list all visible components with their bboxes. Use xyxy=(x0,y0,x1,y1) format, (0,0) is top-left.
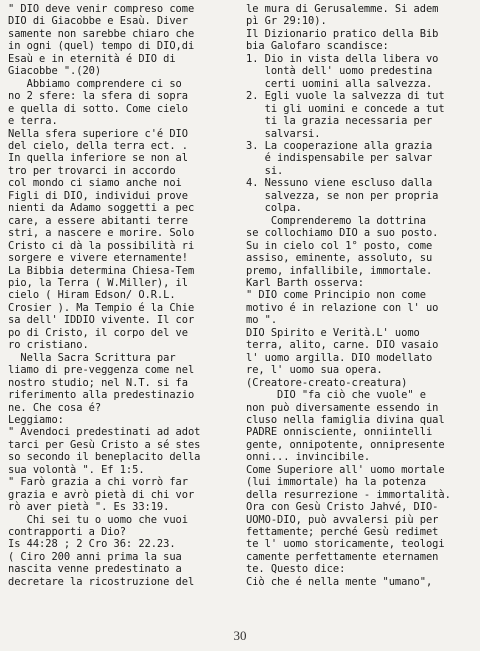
text-line: re, l' uomo sua opera. xyxy=(246,364,383,377)
text-line: " Farò grazia a chi vorrò far xyxy=(8,476,188,489)
text-line: Nella sfera superiore c'é DIO xyxy=(8,127,188,140)
text-line: po di Cristo, il corpo del ve xyxy=(8,326,188,339)
page-number: 30 xyxy=(233,628,247,643)
text-line: nostro studio; nel N.T. si fa xyxy=(8,376,188,389)
text-line: non può diversamente essendo in xyxy=(246,401,439,414)
text-line: gente, onnipotente, onnipresente xyxy=(246,438,445,451)
text-line: Cristo ci dà la possibilità ri xyxy=(8,239,195,252)
text-line: col mondo ci siamo anche noi xyxy=(8,177,182,190)
text-line: sa dell' IDDIO vivente. Il cor xyxy=(8,314,195,327)
text-line: 2. Egli vuole la salvezza di tut xyxy=(246,90,445,103)
text-line: é indispensabile per salvar xyxy=(246,152,433,165)
text-line: Il Dizionario pratico della Bib xyxy=(246,27,439,40)
text-line: ro cristiano. xyxy=(8,339,89,352)
text-line: pio, la Terra ( W.Miller), il xyxy=(8,276,188,289)
text-line: (lui immortale) ha la potenza xyxy=(246,476,426,489)
text-line: 4. Nessuno viene escluso dalla xyxy=(246,177,433,190)
text-line: bia Galofaro scandisce: xyxy=(246,40,389,53)
text-line: Abbiamo comprendere ci so xyxy=(8,77,182,90)
text-line: pì Gr 29:10). xyxy=(246,15,327,28)
text-line: rò aver pietà ". Es 33:19. xyxy=(8,501,170,514)
text-line: Come Superiore all' uomo mortale xyxy=(246,463,445,476)
text-line: PADRE onnisciente, onniintelli xyxy=(246,426,433,439)
text-line: l' uomo argilla. DIO modellato xyxy=(246,351,433,364)
text-line: no 2 sfere: la sfera di sopra xyxy=(8,90,188,103)
text-line: certi uomini alla salvezza. xyxy=(246,77,433,90)
text-line: premo, infallibile, immortale. xyxy=(246,264,433,277)
text-line: te. Questo dice: xyxy=(246,563,346,576)
text-line: si. xyxy=(246,164,284,177)
text-line: so secondo il beneplacito della xyxy=(8,451,201,464)
text-line: ne. Che cosa é? xyxy=(8,401,102,414)
text-line: samente non sarebbe chiaro che xyxy=(8,27,195,40)
text-line: Ciò che é nella mente "umano", xyxy=(246,575,433,588)
text-line: ti gli uomini e concede a tut xyxy=(246,102,445,115)
text-line: nienti da Adamo soggetti a pec xyxy=(8,202,195,215)
text-line: tarci per Gesù Cristo a sé stes xyxy=(8,438,201,451)
text-line: Figli di DIO, individui prove xyxy=(8,189,188,202)
text-line: Su in cielo col 1° posto, come xyxy=(246,239,433,252)
text-line: UOMO-DIO, può avvalersi più per xyxy=(246,513,439,526)
text-line: " DIO deve venir compreso come xyxy=(8,3,195,15)
text-line: care, a essere abitanti terre xyxy=(8,214,188,227)
text-line: 3. La cooperazione alla grazia xyxy=(246,139,433,152)
text-line: della resurrezione - immortalità. xyxy=(246,488,451,501)
text-line: (Creatore-creato-creatura) xyxy=(246,376,408,389)
text-line: fettamente; perché Gesù redimet xyxy=(246,526,439,539)
text-line: se collochiamo DIO a suo posto. xyxy=(246,227,439,240)
text-line: ti la grazia necessaria per xyxy=(246,115,433,128)
text-line: In quella inferiore se non al xyxy=(8,152,188,165)
text-line: e quella di sotto. Come cielo xyxy=(8,102,188,115)
text-line: Is 44:28 ; 2 Cro 36: 22.23. xyxy=(8,538,176,551)
text-line: grazia e avrò pietà di chi vor xyxy=(8,488,195,501)
text-line: ( Ciro 200 anni prima la sua xyxy=(8,550,182,563)
text-line: e terra. xyxy=(8,115,58,128)
text-line: 1. Dio in vista della libera vo xyxy=(246,52,439,65)
text-line: contrapporti a Dio? xyxy=(8,526,126,539)
text-line: assiso, eminente, assoluto, su xyxy=(246,252,433,265)
text-line: tro per trovarci in accordo xyxy=(8,164,176,177)
text-line: camente perfettamente eternamen xyxy=(246,550,439,563)
text-line: le mura di Gerusalemme. Si adem xyxy=(246,3,439,15)
text-line: mo ". xyxy=(246,314,278,327)
text-line: La Bibbia determina Chiesa-Tem xyxy=(8,264,195,277)
text-line: onni... invincibile. xyxy=(246,451,371,464)
text-line: stri, a nascere e morire. Solo xyxy=(8,227,195,240)
text-line: terra, alito, carne. DIO vasaio xyxy=(246,339,439,352)
text-line: sua volontà ". Ef 1:5. xyxy=(8,463,145,476)
text-line: te l' uomo storicamente, teologi xyxy=(246,538,445,551)
text-line: Crosier ). Ma Tempio é la Chie xyxy=(8,301,195,314)
text-line: salvezza, se non per propria xyxy=(246,189,439,202)
text-line: DIO "fa ciò che vuole" e xyxy=(246,389,426,402)
right-column xyxy=(246,3,478,588)
text-line: decretare la ricostruzione del xyxy=(8,575,195,588)
text-line: cluso nella famiglia divina qual xyxy=(246,413,445,426)
text-line: DIO Spirito e Verità.L' uomo xyxy=(246,326,420,339)
text-line: salvarsi. xyxy=(246,127,321,140)
text-line: Karl Barth osserva: xyxy=(246,276,364,289)
text-line: lontà dell' uomo predestina xyxy=(246,65,433,78)
left-column xyxy=(8,3,234,588)
text-line: Nella Sacra Scrittura par xyxy=(8,351,176,364)
text-line: Giacobbe ".(20) xyxy=(8,65,102,78)
text-line: riferimento alla predestinazio xyxy=(8,389,195,402)
text-line: Esaù e in eternità é DIO di xyxy=(8,52,176,65)
text-line: liamo di pre-veggenza come nel xyxy=(8,364,195,377)
text-line: Ora con Gesù Cristo Jahvé, DIO- xyxy=(246,501,439,514)
text-line: Chi sei tu o uomo che vuoi xyxy=(8,513,188,526)
text-line: " DIO come Principio non come xyxy=(246,289,426,302)
text-line: del cielo, della terra ect. . xyxy=(8,139,188,152)
text-line: sorgere e vivere eternamente! xyxy=(8,252,188,265)
text-line: Leggiamo: xyxy=(8,413,64,426)
text-line: motivo é in relazione con l' uo xyxy=(246,301,439,314)
text-line: cielo ( Hiram Edson/ O.R.L. xyxy=(8,289,176,302)
text-line: Comprenderemo la dottrina xyxy=(246,214,426,227)
text-line: " Avendoci predestinati ad adot xyxy=(8,426,201,439)
text-line: DIO di Giacobbe e Esaù. Diver xyxy=(8,15,188,28)
text-line: colpa. xyxy=(246,202,302,215)
text-line: nascita venne predestinato a xyxy=(8,563,182,576)
text-line: in ogni (quel) tempo di DIO,di xyxy=(8,40,195,53)
